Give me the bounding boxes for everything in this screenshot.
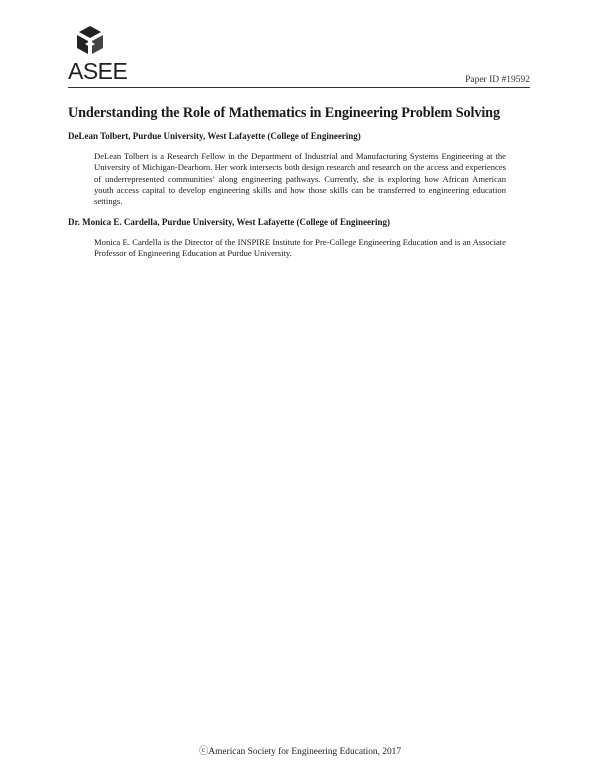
asee-logo-text: ASEE [68,58,128,84]
paper-title: Understanding the Role of Mathematics in Engineering Problem Solving [68,105,500,121]
author-heading-2: Dr. Monica E. Cardella, Purdue University, West Lafayette (College of Engineering) [68,217,390,227]
paper-id: Paper ID #19592 [465,75,530,85]
author-bio-2: Monica E. Cardella is the Director of the INSPIRE Institute for Pre-College Engineering Education and is an Associate Professor of Engineering Education at Purdue University. [94,237,506,259]
copyright-footer: ⓒAmerican Society for Engineering Education, 2017 [198,747,402,757]
author-heading-1: DeLean Tolbert, Purdue University, West Lafayette (College of Engineering) [68,131,361,141]
header-rule [68,87,530,88]
author-bio-1: DeLean Tolbert is a Research Fellow in the Department of Industrial and Manufacturing Systems Engineering at the University of Michigan-Dearborn. Her work intersects both design research and research on the access and experiences of underrepresented communities’ along engineering pathways. Currently, she is exploring how African American youth access capital to develop engineering skills and how those skills can be transferred to engineering education settings. [94,151,506,207]
